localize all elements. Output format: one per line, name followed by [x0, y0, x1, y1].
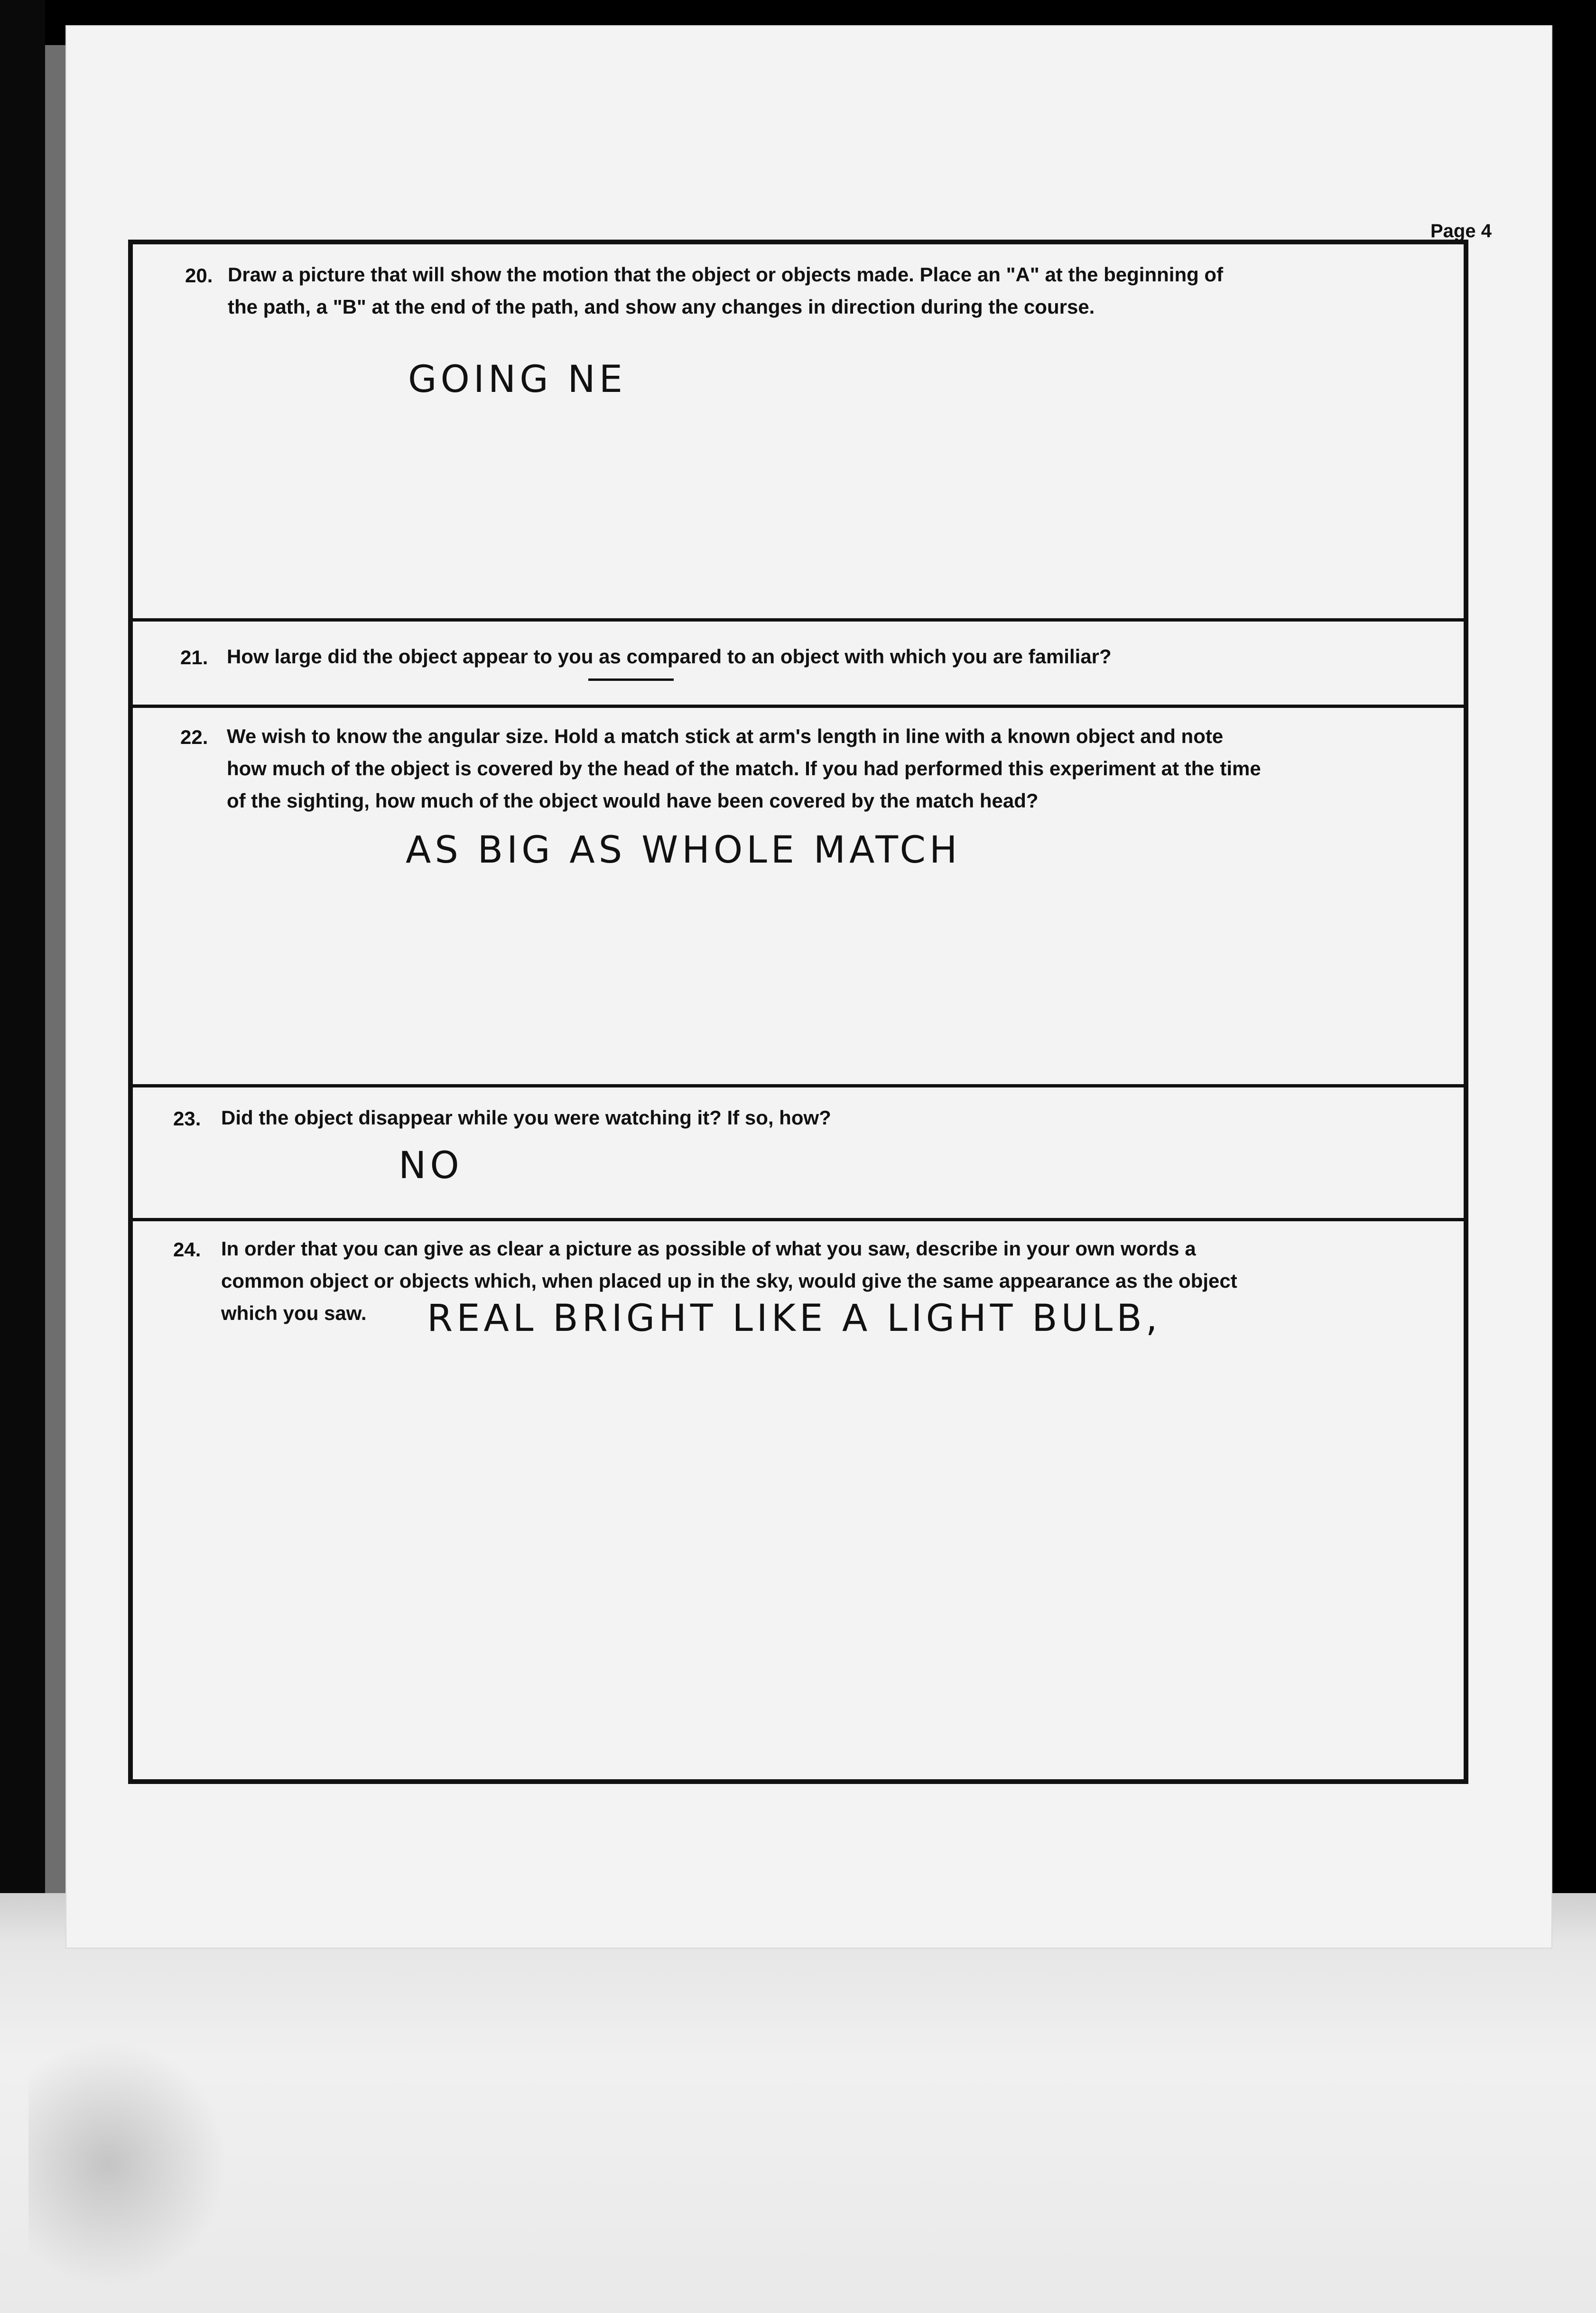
handwritten-answer: NO [399, 1144, 463, 1187]
question-number: 20. [185, 264, 213, 287]
question-number: 21. [180, 646, 208, 669]
handwritten-answer: AS BIG AS WHOLE MATCH [406, 829, 961, 872]
pen-mark [588, 678, 674, 681]
question-20-section [133, 244, 1464, 622]
questionnaire-frame [128, 240, 1468, 1784]
question-text: In order that you can give as clear a picture as possible of what you saw, describe in your own words a common object or objects which, when placed up in the sky, would give the same appearance as the object which you saw. [221, 1237, 1237, 1324]
question-number: 24. [173, 1238, 201, 1261]
mount-stain [28, 2040, 228, 2287]
question-number: 22. [180, 726, 208, 748]
question-22-section [133, 708, 1464, 1087]
page-number: Page 4 [1430, 221, 1492, 242]
question-text: We wish to know the angular size. Hold a match stick at arm's length in line with a known object and note how much of the object is covered by the head of the match. If you had performed this experiment at the time of the sighting, how much of the object would have been covered by the match head? [227, 725, 1261, 812]
handwritten-answer: REAL BRIGHT LIKE A LIGHT BULB, [427, 1297, 1161, 1340]
question-number: 23. [173, 1107, 201, 1130]
mounting-board [0, 1893, 1596, 2313]
question-text: How large did the object appear to you as compared to an object with which you are familiar? [227, 645, 1112, 668]
question-21-section [133, 622, 1464, 708]
question-24-section [133, 1221, 1464, 1779]
question-text: Did the object disappear while you were watching it? If so, how? [221, 1106, 831, 1129]
question-text: Draw a picture that will show the motion that the object or objects made. Place an "A" at the beginning of the path, a "B" at the end of the path, and show any changes in direction during the course. [228, 263, 1224, 318]
question-23-section [133, 1087, 1464, 1221]
handwritten-answer: GOING NE [408, 358, 627, 401]
